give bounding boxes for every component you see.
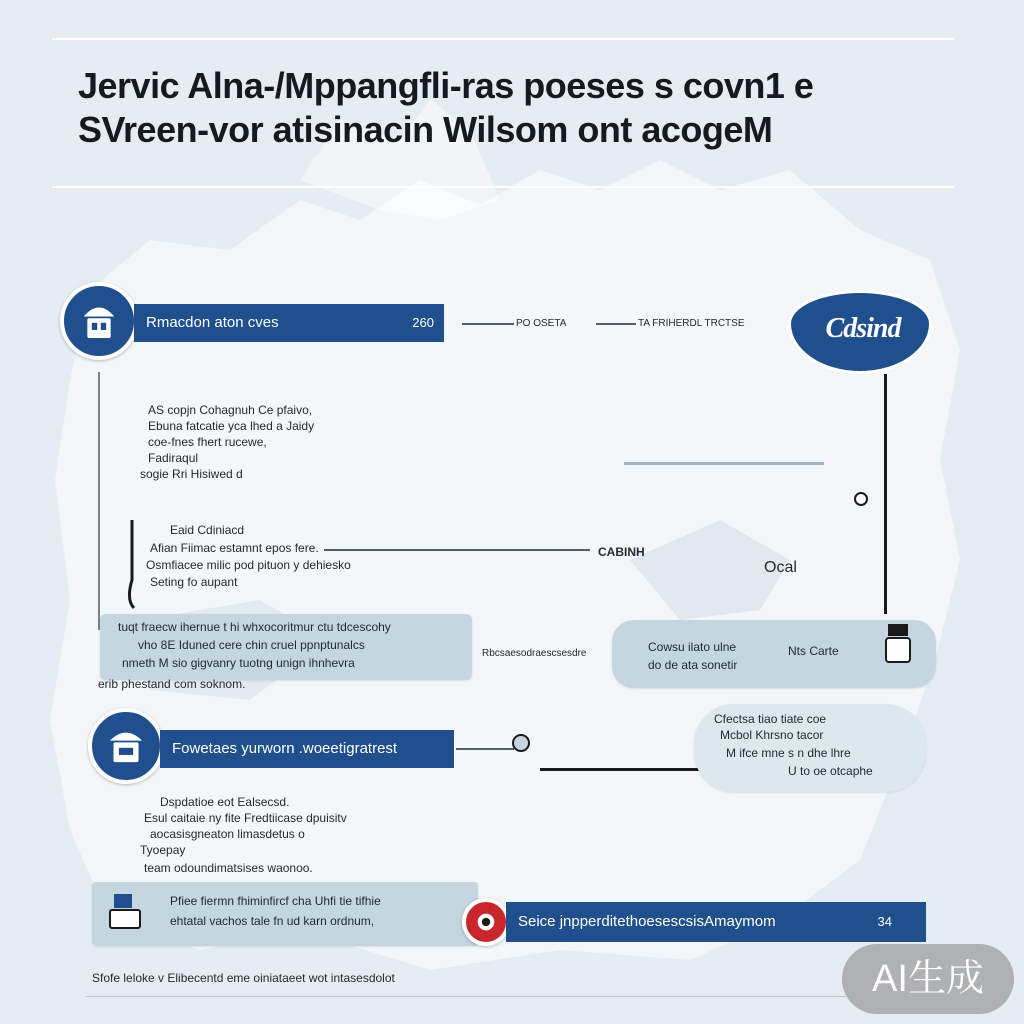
pointer-line-right <box>624 462 824 465</box>
header-bottom-rule <box>52 186 954 188</box>
title-line-1: Jervic Alna-/Mppangfli-ras poeses s covn1 e <box>78 65 814 106</box>
section3-bubble-text-3: M ifce mne s n dhe lhre <box>726 746 851 760</box>
band-row-overflow-text: erib phestand com soknom. <box>98 677 246 691</box>
section1-text-5: sogie Rri Hisiwed d <box>140 467 243 481</box>
connector-line-1 <box>462 323 514 325</box>
section4-band-label: Seice jnpperditethoesescsisAmaymom <box>518 913 776 930</box>
section4-panel <box>92 882 478 946</box>
laptop-icon <box>106 890 146 934</box>
worker-icon <box>60 282 138 360</box>
connector-label-1: PO OSETA <box>516 318 567 329</box>
section2-heading: Eaid Cdiniacd <box>170 523 245 537</box>
section2-arrow-label: CABINH <box>598 545 645 559</box>
header-top-rule <box>52 38 954 40</box>
logo-stem-line <box>884 374 887 614</box>
footer-text: Sfofe leloke v Elibecentd eme oiniataeet wot intasesdolot <box>92 971 395 985</box>
band-row-middle-label: Rbcsaesodraescsesdre <box>482 648 587 659</box>
person-icon <box>876 620 920 670</box>
section3-band <box>160 730 454 768</box>
section1-band <box>134 304 444 342</box>
node-dot <box>854 492 868 506</box>
section4-text-2: ehtatal vachos tale fn ud karn ordnum, <box>170 914 375 928</box>
logo-text: Cdsind <box>825 313 901 344</box>
section3-text-3: aocasisgneaton limasdetus o <box>150 827 305 841</box>
ai-generated-watermark: AI生成 <box>842 944 1014 1014</box>
footer-rule <box>86 996 846 997</box>
section2-text-1: Afian Fiimac estamnt epos fere. <box>150 541 319 555</box>
section1-text-3: coe-fnes fhert rucewe, <box>148 435 267 449</box>
section3-node <box>512 734 530 752</box>
section4-text-1: Pfiee fiermn fhiminfircf cha Uhfi tie tifhie <box>170 894 381 908</box>
vertical-guide-left <box>98 372 100 630</box>
page-title <box>78 64 908 152</box>
band-row-bubble-text-1: Cowsu ilato ulne <box>648 640 737 654</box>
title-line-2: SVreen-vor atisinacin Wilsom ont acogeM <box>78 109 773 150</box>
section3-bubble-text-2: Mcbol Khrsno tacor <box>720 728 824 742</box>
band-row-left-text-1: tuqt fraecw ihernue t hi whxocoritmur ctu tdcescohy <box>118 620 391 634</box>
tool-icon <box>124 520 140 610</box>
section1-text-1: AS copjn Cohagnuh Ce pfaivo, <box>148 403 313 417</box>
band-row-left-text-3: nmeth M sio gigvanry tuotng unign ihnhevra <box>122 656 355 670</box>
section2-side-label: Ocal <box>764 559 797 576</box>
section1-text-4: Fadiraqul <box>148 451 199 465</box>
section3-band-label: Fowetaes yurworn .woeetigratrest <box>172 740 398 757</box>
section4-band-number: 34 <box>877 914 892 929</box>
section3-text-4: Tyoepay <box>140 843 186 857</box>
band-row-left-text-2: vho 8E Iduned cere chin cruel ppnptunalcs <box>138 638 365 652</box>
band-row-bubble-text-2: do de ata sonetir <box>648 658 738 672</box>
section3-text-1: Dspdatioe eot Ealsecsd. <box>160 795 290 809</box>
section1-band-label: Rmacdon aton cves <box>146 314 279 331</box>
band-row-bubble-right: Nts Carte <box>788 644 839 658</box>
section3-bubble-text-4: U to oe otcaphe <box>788 764 873 778</box>
section3-bubble <box>694 704 926 792</box>
section3-bubble-text-1: Cfectsa tiao tiate coe <box>714 712 827 726</box>
alert-icon <box>462 898 510 946</box>
section2-text-2: Osmfiacee milic pod pituon y dehiesko <box>146 558 351 572</box>
section2-arrow-line <box>324 549 590 551</box>
connector-label-2: TA FRIHERDL TRCTSE <box>638 318 745 329</box>
section3-text-5: team odoundimatsises waonoo. <box>144 861 313 875</box>
service-worker-icon <box>88 708 164 784</box>
section3-connector <box>456 748 514 750</box>
band-row-left-panel <box>100 614 472 680</box>
section1-text-2: Ebuna fatcatie yca lhed a Jaidy <box>148 419 315 433</box>
section1-band-number: 260 <box>412 315 434 330</box>
section3-long-line <box>540 768 700 771</box>
section3-text-2: Esul caitaie ny fite Fredtiicase dpuisitv <box>144 811 347 825</box>
connector-line-2 <box>596 323 636 325</box>
section4-band <box>506 902 926 942</box>
section2-text-3: Seting fo aupant <box>150 575 238 589</box>
